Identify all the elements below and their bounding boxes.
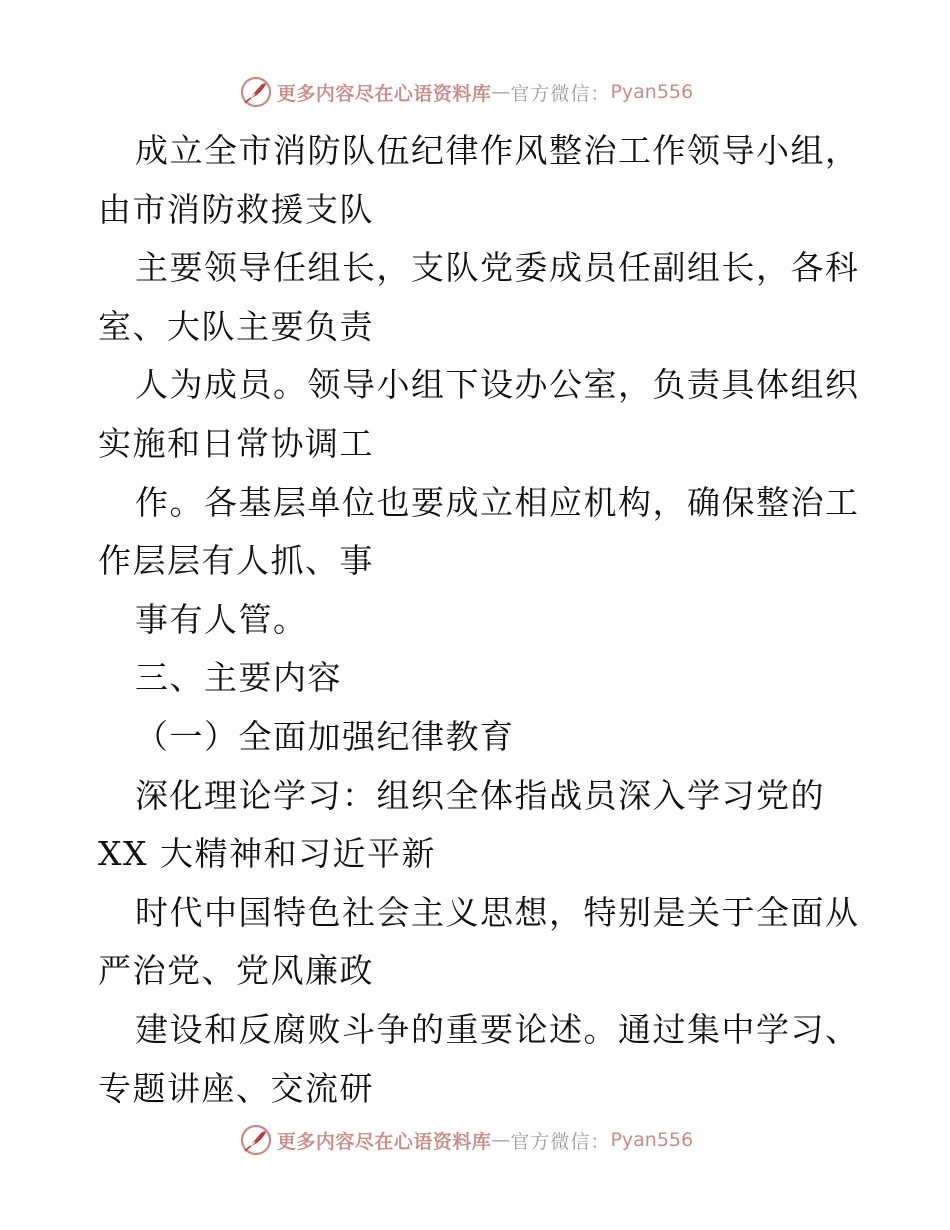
text-line: 室、大队主要负责 [98, 306, 374, 346]
watermark-main-text: 更多内容尽在心语资料库 [276, 82, 492, 105]
feather-pen-logo-icon [239, 75, 273, 109]
header-watermark [0, 72, 950, 112]
watermark-main-text: 更多内容尽在心语资料库 [276, 1130, 492, 1153]
feather-pen-logo-icon [239, 1123, 273, 1157]
text-line: 建设和反腐败斗争的重要论述。通过集中学习、 [135, 1009, 860, 1049]
text-line: 专题讲座、交流研 [98, 1068, 374, 1108]
text-line: 由市消防救援支队 [98, 189, 374, 229]
text-line: 深化理论学习：组织全体指战员深入学习党的 [135, 775, 825, 815]
text-line: （一）全面加强纪律教育 [135, 716, 515, 756]
watermark-dash: — [491, 1129, 511, 1151]
text-line: 时代中国特色社会主义思想，特别是关于全面从 [135, 892, 860, 932]
watermark-dash: — [491, 81, 511, 103]
watermark-label: 官方微信： [510, 82, 611, 105]
document-body [98, 122, 858, 1118]
text-line: 实施和日常协调工 [98, 423, 374, 463]
text-line: 作层层有人抓、事 [98, 541, 374, 581]
watermark-wechat-id: Pyan556 [610, 81, 694, 103]
text-line: 严治党、党风廉政 [98, 951, 374, 991]
text-line: 事有人管。 [135, 599, 308, 639]
watermark-label: 官方微信： [510, 1130, 611, 1153]
text-line: 三、主要内容 [135, 658, 342, 698]
text-line: 作。各基层单位也要成立相应机构，确保整治工 [135, 482, 860, 522]
text-line: XX 大精神和习近平新 [98, 834, 436, 874]
footer-watermark [0, 1120, 950, 1160]
watermark-wechat-id: Pyan556 [610, 1129, 694, 1151]
text-line: 人为成员。领导小组下设办公室，负责具体组织 [135, 365, 860, 405]
text-line: 主要领导任组长，支队党委成员任副组长，各科 [135, 248, 860, 288]
text-line: 成立全市消防队伍纪律作风整治工作领导小组， [135, 131, 860, 170]
